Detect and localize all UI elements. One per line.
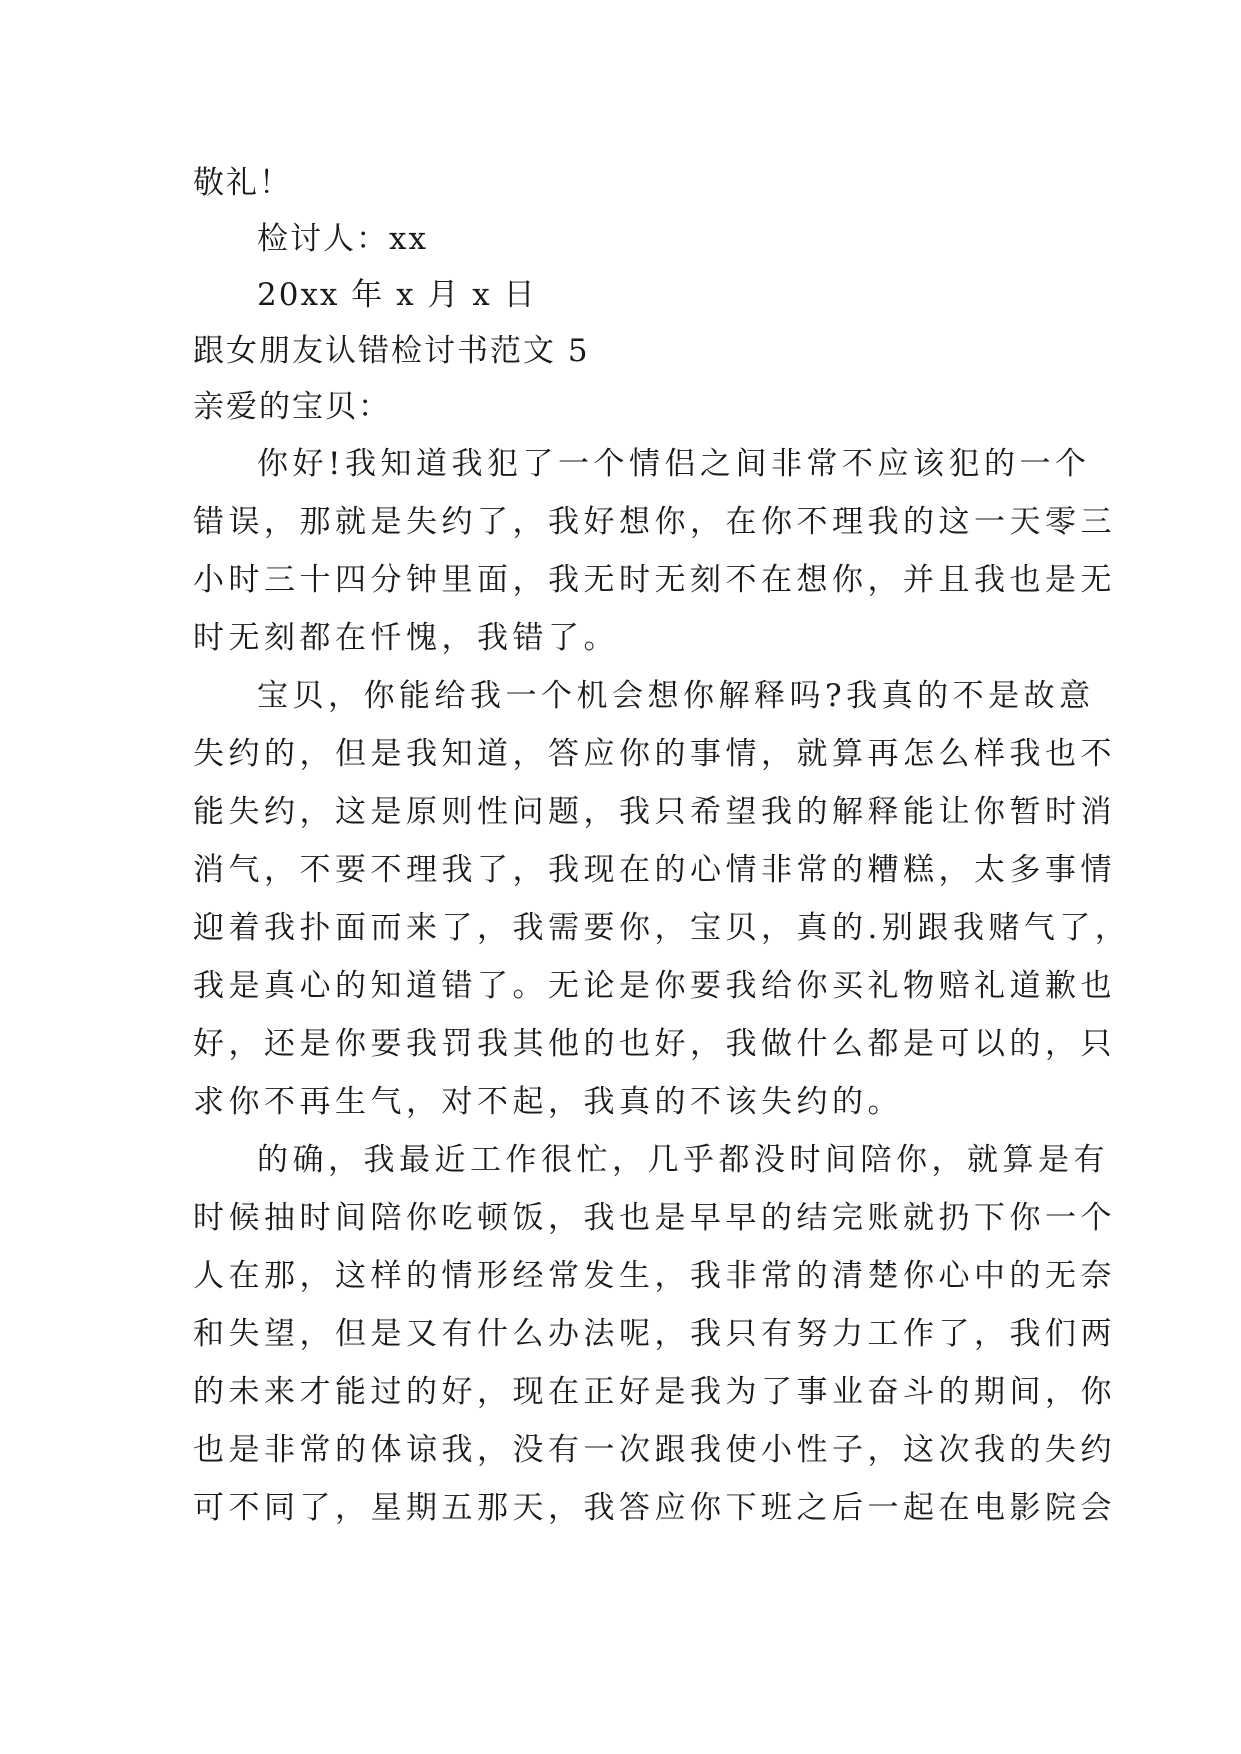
paragraph-line: 时候抽时间陪你吃顿饭，我也是早早的结完账就扔下你一个 — [193, 1200, 1116, 1236]
paragraph — [193, 435, 1116, 667]
paragraph-line: 可不同了，星期五那天，我答应你下班之后一起在电影院会 — [193, 1490, 1116, 1526]
paragraph-line: 小时三十四分钟里面，我无时无刻不在想你，并且我也是无 — [193, 562, 1116, 598]
paragraph-line: 你好!我知道我犯了一个情侣之间非常不应该犯的一个 — [257, 446, 1091, 482]
paragraph-line: 和失望，但是又有什么办法呢，我只有努力工作了，我们两 — [193, 1316, 1116, 1352]
paragraph-line: 迎着我扑面而来了，我需要你，宝贝，真的.别跟我赌气了， — [193, 910, 1131, 946]
paragraph-line: 宝贝，你能给我一个机会想你解释吗?我真的不是故意 — [257, 678, 1095, 714]
paragraph-line: 错误，那就是失约了，我好想你，在你不理我的这一天零三 — [193, 504, 1116, 540]
paragraph-line: 的确，我最近工作很忙，几乎都没时间陪你，就算是有 — [257, 1142, 1109, 1178]
paragraph-line: 消气，不要不理我了，我现在的心情非常的糟糕，太多事情 — [193, 852, 1116, 888]
letter-body — [193, 155, 1131, 1537]
date-line: 20xx 年 x 月 x 日 — [257, 277, 537, 313]
paragraph-line: 失约的，但是我知道，答应你的事情，就算再怎么样我也不 — [193, 736, 1116, 772]
paragraph-line: 我是真心的知道错了。无论是你要我给你买礼物赔礼道歉也 — [193, 968, 1116, 1004]
paragraph-line: 时无刻都在忏愧，我错了。 — [193, 620, 619, 656]
paragraph-line: 也是非常的体谅我，没有一次跟我使小性子，这次我的失约 — [193, 1432, 1116, 1468]
paragraph-line: 好，还是你要我罚我其他的也好，我做什么都是可以的，只 — [193, 1026, 1116, 1062]
paragraph-line: 能失约，这是原则性问题，我只希望我的解释能让你暂时消 — [193, 794, 1116, 830]
closing-salute: 敬礼！ — [193, 165, 292, 201]
document-title: 跟女朋友认错检讨书范文 5 — [193, 333, 590, 369]
greeting-line: 亲爱的宝贝： — [193, 389, 391, 425]
paragraph-line: 求你不再生气，对不起，我真的不该失约的。 — [193, 1084, 903, 1120]
paragraph — [193, 667, 1131, 1131]
signer-line: 检讨人：xx — [257, 221, 428, 257]
paragraph — [193, 1131, 1116, 1537]
paragraph-line: 的未来才能过的好，现在正好是我为了事业奋斗的期间，你 — [193, 1374, 1116, 1410]
paragraph-line: 人在那，这样的情形经常发生，我非常的清楚你心中的无奈 — [193, 1258, 1116, 1294]
